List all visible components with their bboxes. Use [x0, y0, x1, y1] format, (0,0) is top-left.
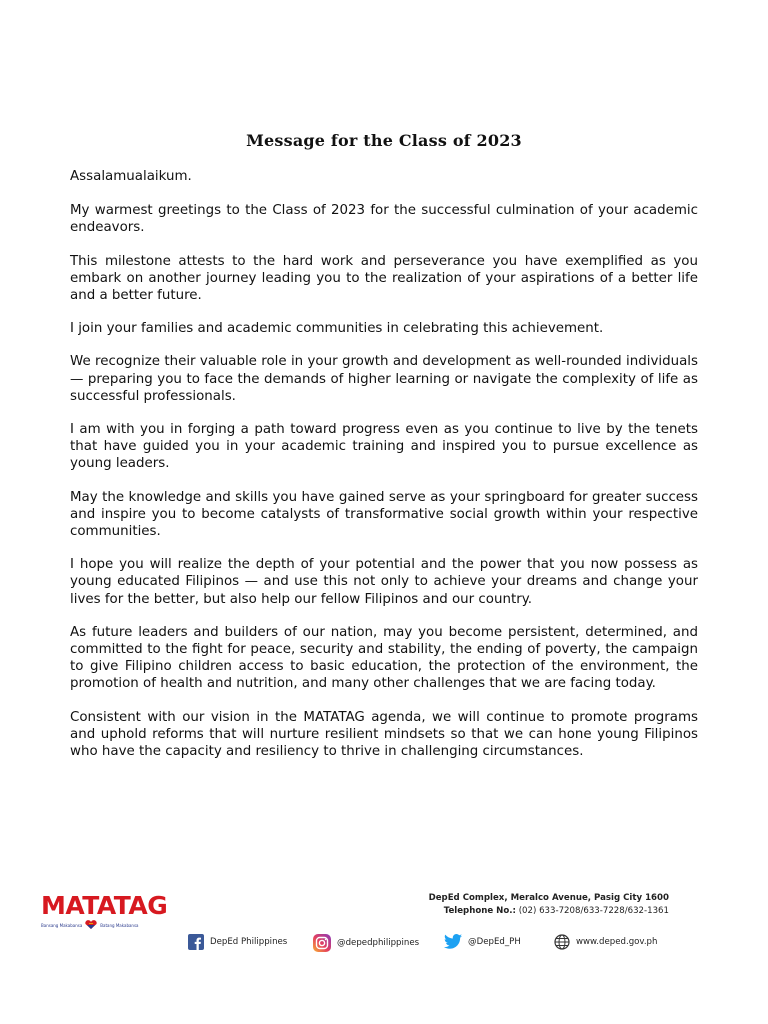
logo-tag-right: Batang Makabansa — [100, 922, 139, 928]
logo-tag-left: Bansang Makabansa — [41, 922, 83, 928]
instagram-icon — [313, 934, 331, 952]
twitter-label: @DepEd_PH — [468, 936, 521, 947]
facebook-icon — [188, 934, 204, 950]
logo-wordmark: MATATAG — [41, 891, 168, 920]
social-links — [0, 934, 768, 954]
document-body — [70, 168, 698, 776]
salutation: Assalamualaikum. — [70, 169, 192, 184]
heart-flag-icon — [84, 920, 98, 930]
document-title: Message for the Class of 2023 — [246, 131, 522, 150]
twitter-link[interactable] — [444, 934, 521, 949]
twitter-icon — [444, 934, 462, 949]
facebook-label: DepEd Philippines — [210, 937, 288, 947]
telephone-line — [429, 905, 669, 918]
globe-icon — [554, 934, 570, 950]
paragraph: As future leaders and builders of our nation, may you become persistent, determined, and committed to the fight for peace, security and stability, the ending of poverty, the campaign to give Filipino children access to basic education, the protection of the environment, the promotion of health and nutrition, and many other challenges that we are facing today. — [70, 624, 698, 692]
paragraph: We recognize their valuable role in your growth and development as well-rounded individuals — preparing you to face the demands of higher learning or navigate the complexity of life as successful professionals. — [70, 354, 698, 404]
address-line: DepEd Complex, Meralco Avenue, Pasig City 1600 — [428, 893, 669, 903]
matatag-logo — [41, 891, 168, 930]
instagram-label: @depedphilippines — [337, 938, 420, 948]
telephone-label: Telephone No.: — [443, 906, 516, 916]
instagram-link[interactable] — [313, 934, 419, 952]
paragraph: This milestone attests to the hard work and perseverance you have exemplified as you embark on another journey leading you to the realization of your aspirations of a better life and a better future. — [70, 253, 698, 304]
website-label: www.deped.gov.ph — [576, 937, 658, 947]
logo-tagline — [41, 920, 161, 930]
contact-address — [429, 892, 669, 918]
website-link[interactable] — [554, 934, 657, 950]
telephone-numbers: (02) 633-7208/633-7228/632-1361 — [518, 906, 669, 916]
paragraph: My warmest greetings to the Class of 2023 for the successful culmination of your academic endeavors. — [70, 203, 698, 236]
paragraph: I hope you will realize the depth of your potential and the power that you now possess as young educated Filipinos — and use this not only to achieve your dreams and change your lives for the better, but also help our fellow Filipinos and our country. — [70, 557, 698, 607]
facebook-link[interactable] — [188, 934, 287, 950]
paragraph: Consistent with our vision in the MATATAG agenda, we will continue to promote programs and uphold reforms that will nurture resilient mindsets so that we can hone young Filipinos who have the capacity and resiliency to thrive in challenging circumstances. — [70, 709, 698, 760]
paragraph: I am with you in forging a path toward progress even as you continue to live by the tenets that have guided you in your academic training and inspired you to pursue excellence as young leaders. — [70, 422, 698, 472]
paragraph: May the knowledge and skills you have gained serve as your springboard for greater success and inspire you to become catalysts of transformative social growth within your respective communities. — [70, 489, 698, 540]
paragraph: I join your families and academic communities in celebrating this achievement. — [70, 321, 604, 337]
